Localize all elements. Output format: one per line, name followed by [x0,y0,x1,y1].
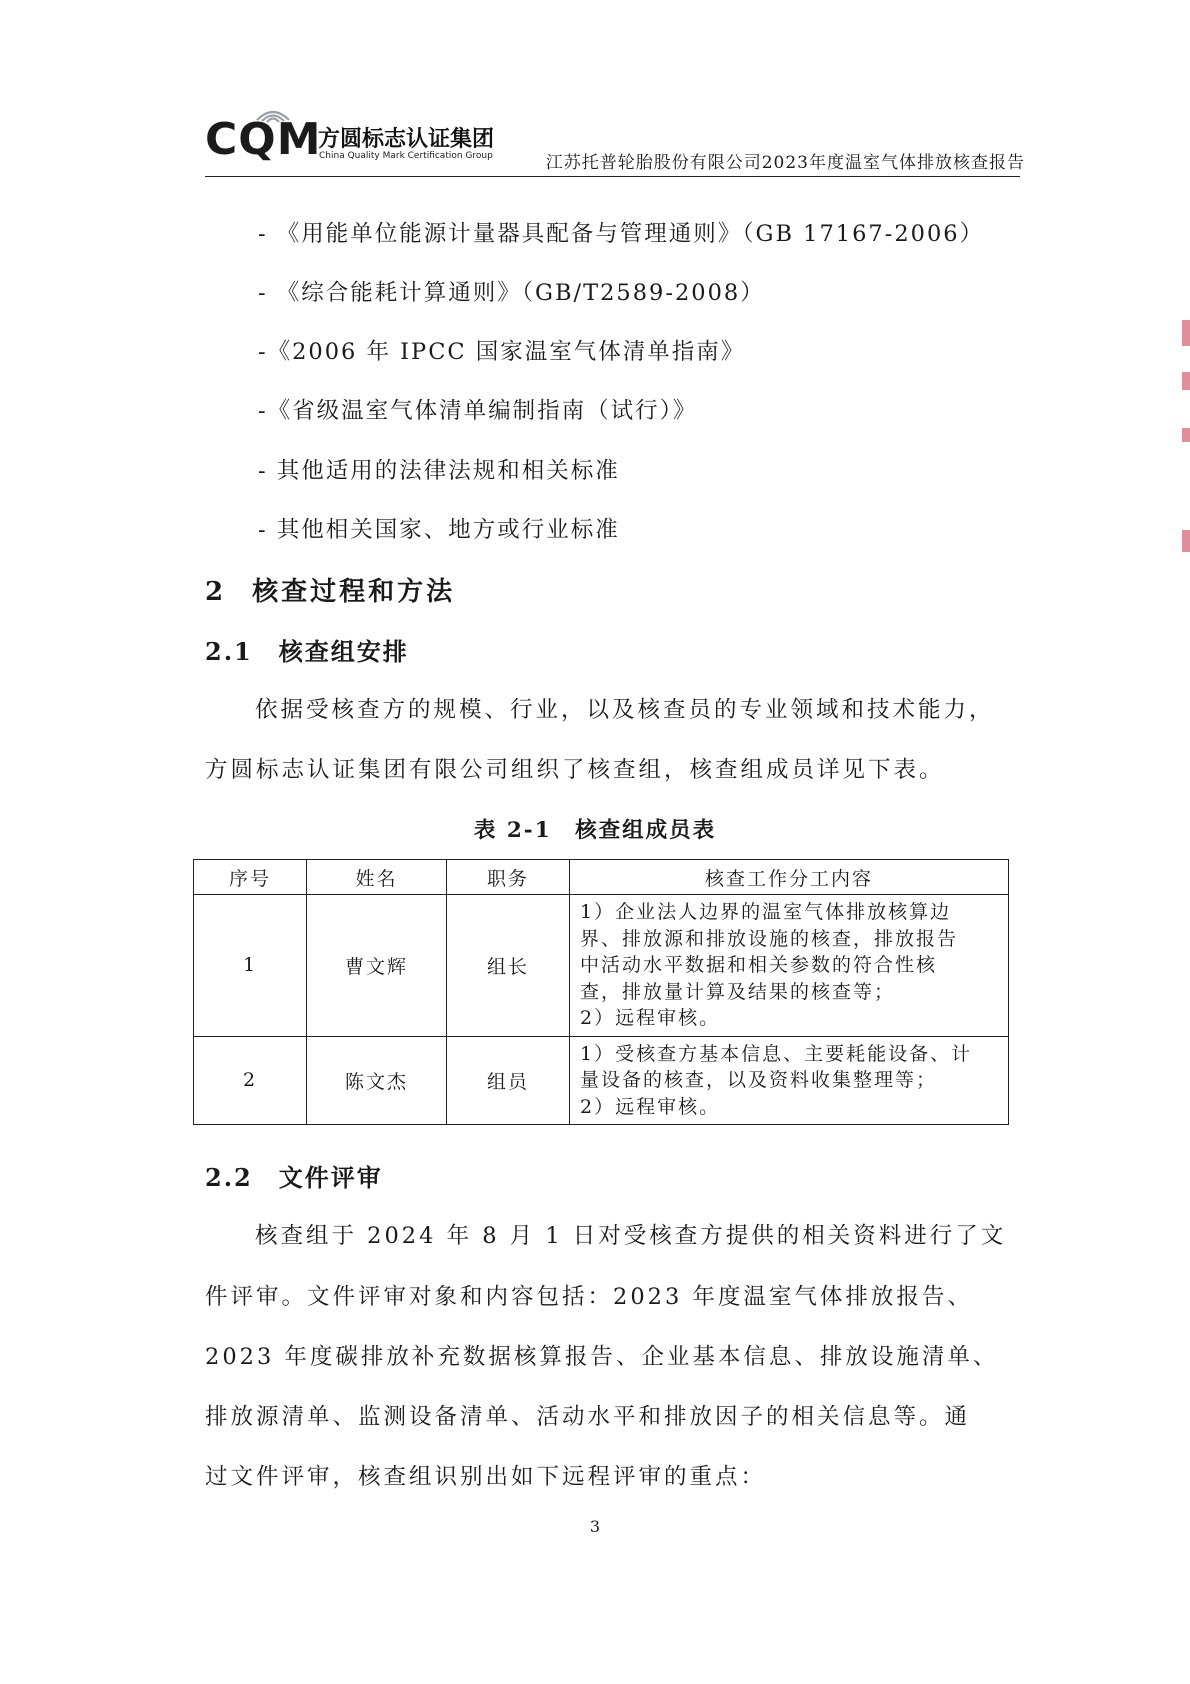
table-row [194,1036,1009,1125]
duty-line: 查，排放量计算及结果的核查等； [580,980,896,1003]
duty-line: 2）远程审核。 [580,1007,721,1029]
cell-role: 组长 [447,895,570,1037]
cell-name: 陈文杰 [307,1036,447,1125]
column-header: 核查工作分工内容 [570,860,1009,895]
seal-edge-mark [1182,530,1190,552]
cell-no: 2 [194,1036,307,1125]
section-heading [205,571,1190,608]
table-caption: 表 2-1 核查组成员表 [473,818,717,843]
subsection-number: 2.1 [205,637,253,666]
cell-duties [570,895,1009,1037]
page-number: 3 [589,1517,601,1536]
subsection-title: 文件评审 [278,1163,383,1192]
subsection-number: 2.2 [205,1163,253,1192]
logo-mark: CQM [205,114,322,165]
paragraph-line: 依据受核查方的规模、行业，以及核查员的专业领域和技术能力， [255,697,995,723]
table-header-row [194,860,1009,895]
cell-no: 1 [194,895,307,1037]
section-number: 2 [205,577,227,607]
cqm-logo [205,108,505,170]
column-header: 姓名 [307,860,447,895]
list-item: - 其他适用的法律法规和相关标准 [258,458,620,484]
table-row [194,895,1009,1037]
paragraph-line: 排放源清单、监测设备清单、活动水平和排放因子的相关信息等。通 [205,1404,971,1430]
header-divider [205,176,1020,177]
duty-line: 界、排放源和排放设施的核查，排放报告 [580,927,959,950]
subsection-heading [205,1158,1190,1193]
duty-line: 2）远程审核。 [580,1095,721,1118]
subsection-title: 核查组安排 [278,637,409,666]
duty-line: 量设备的核查，以及资料收集整理等； [580,1069,938,1091]
column-header: 职务 [447,860,570,895]
paragraph-line: 过文件评审，核查组识别出如下远程评审的重点： [205,1464,767,1490]
paragraph-line: 方圆标志认证集团有限公司组织了核查组，核查组成员详见下表。 [205,757,945,783]
duty-line: 1）受核查方基本信息、主要耗能设备、计 [580,1042,973,1065]
duty-line: 中活动水平数据和相关参数的符合性核 [580,954,938,976]
team-members-table [193,859,1009,1125]
seal-edge-mark [1182,428,1190,442]
list-item: - 其他相关国家、地方或行业标准 [258,517,620,543]
duty-line: 1）企业法人边界的温室气体排放核算边 [580,901,952,923]
cell-role: 组员 [447,1036,570,1125]
cell-name: 曹文辉 [307,895,447,1037]
paragraph-line: 2023 年度碳排放补充数据核算报告、企业基本信息、排放设施清单、 [205,1344,999,1370]
list-item: - 《综合能耗计算通则》（GB/T2589-2008） [258,280,765,306]
list-item: - 《用能单位能源计量器具配备与管理通则》（GB 17167-2006） [258,221,985,247]
seal-edge-mark [1182,372,1190,390]
org-name-en: China Quality Mark Certification Group [319,151,493,161]
subsection-heading [205,632,1190,667]
paragraph-line: 件评审。文件评审对象和内容包括：2023 年度温室气体排放报告、 [205,1284,973,1310]
paragraph-line: 核查组于 2024 年 8 月 1 日对受核查方提供的相关资料进行了文 [255,1223,1007,1249]
list-item: -《省级温室气体清单编制指南（试行）》 [258,398,698,424]
cell-duties [570,1036,1009,1125]
section-title: 核查过程和方法 [252,577,456,607]
report-title: 江苏托普轮胎股份有限公司2023年度温室气体排放核查报告 [545,153,1025,173]
list-item: -《2006 年 IPCC 国家温室气体清单指南》 [258,339,746,365]
org-name: 方圆标志认证集团 [318,127,495,152]
column-header: 序号 [194,860,307,895]
page-header [205,108,1025,178]
seal-edge-mark [1182,320,1190,346]
